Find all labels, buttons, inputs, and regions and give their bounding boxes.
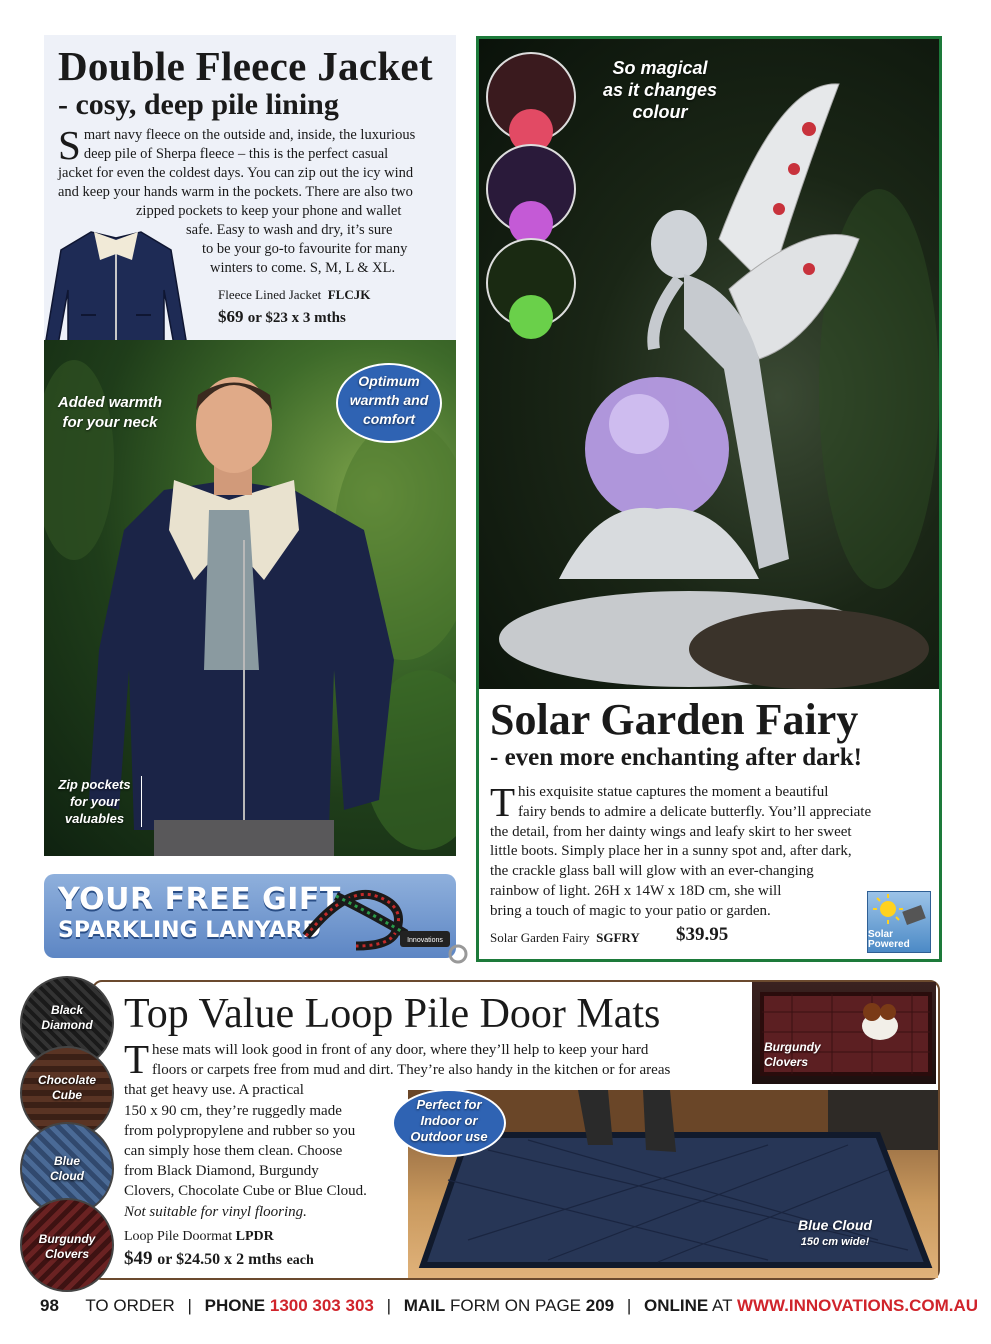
fleece-line: jacket for even the coldest days. You can zip out the icy wind xyxy=(58,165,414,181)
swatch-line: Burgundy xyxy=(38,1232,96,1246)
label-line: 150 cm wide! xyxy=(800,1236,870,1248)
fairy-sku: SGFRY xyxy=(596,930,640,945)
swatch-label-burgundy-clovers xyxy=(20,1232,114,1262)
swatch-label-black-diamond xyxy=(20,1003,114,1033)
callout-line: as it changes xyxy=(602,80,718,100)
lanyard-icon xyxy=(296,876,476,972)
callout-line: Added warmth xyxy=(57,394,163,411)
fairy-line: the detail, from her dainty wings and leafy skirt to her sweet xyxy=(490,823,852,840)
website-link[interactable]: WWW.INNOVATIONS.COM.AU xyxy=(736,1296,979,1315)
callout-line: Perfect for xyxy=(416,1097,482,1112)
phone-label: PHONE xyxy=(204,1296,266,1315)
fairy-description xyxy=(490,779,930,922)
mats-dropcap: T xyxy=(124,1036,150,1082)
callout-line: Indoor or xyxy=(420,1113,478,1128)
mats-product-code xyxy=(124,1229,274,1245)
swatch-line: Diamond xyxy=(41,1018,93,1032)
lanyard-brand: Innovations xyxy=(407,937,443,944)
mail-label: MAIL xyxy=(403,1296,446,1315)
phone-number[interactable]: 1300 303 303 xyxy=(269,1296,374,1315)
fairy-line: his exquisite statue captures the moment a beautiful xyxy=(518,784,829,800)
fleece-dropcap: S xyxy=(58,122,81,168)
fleece-product-name: Fleece Lined Jacket xyxy=(218,287,322,302)
fairy-line: the crackle glass ball will glow with an ever-changing xyxy=(490,863,814,880)
mats-line: hese mats will look good in front of any door, where they’ll help to keep your hard xyxy=(152,1042,649,1058)
order-footer: 98 TO ORDER | PHONE 1300 303 303 | MAIL FORM ON PAGE 209 | ONLINE AT WWW.INNOVATIONS.COM.AU xyxy=(40,1296,979,1315)
fleece-title: Double Fleece Jacket xyxy=(58,43,433,89)
mats-title: Top Value Loop Pile Door Mats xyxy=(124,991,661,1037)
fairy-line: fairy bends to admire a delicate butterfly. You’ll appreciate xyxy=(518,803,872,820)
fairy-line: little boots. Simply place her in a sunny spot and, after dark, xyxy=(490,843,852,860)
fleece-line: winters to come. S, M, L & XL. xyxy=(210,260,396,276)
mats-line: Clovers, Chocolate Cube or Blue Cloud. xyxy=(124,1183,367,1200)
mats-each: each xyxy=(286,1253,314,1268)
callout-line: colour xyxy=(632,102,688,122)
fairy-line: rainbow of light. 26H x 14W x 18D cm, she will xyxy=(490,882,782,899)
fleece-installments: or $23 x 3 mths xyxy=(247,310,346,326)
mats-price-value: $49 xyxy=(124,1248,153,1269)
fleece-line: and keep your hands warm in the pockets. There are also two xyxy=(58,184,413,200)
fairy-title: Solar Garden Fairy xyxy=(490,695,859,744)
online-label: ONLINE xyxy=(644,1296,709,1315)
label-line: Burgundy xyxy=(764,1040,821,1054)
fairy-statue-image xyxy=(479,39,939,689)
sun-icon xyxy=(868,892,930,926)
fleece-subtitle: - cosy, deep pile lining xyxy=(58,88,339,121)
page-number: 98 xyxy=(40,1296,59,1315)
callout-line: warmth and xyxy=(349,392,429,408)
swatch-line: Chocolate xyxy=(37,1073,96,1087)
callout-so-magical xyxy=(590,57,730,123)
blue-cloud-label xyxy=(780,1217,890,1251)
badge-line: Solar xyxy=(868,929,894,940)
mats-line: can simply hose them clean. Choose xyxy=(124,1143,343,1160)
fairy-subtitle: - even more enchanting after dark! xyxy=(490,744,862,771)
callout-line: for your neck xyxy=(62,414,158,431)
swatch-label-chocolate-cube xyxy=(20,1073,114,1103)
mats-product-name: Loop Pile Doormat xyxy=(124,1229,233,1244)
label-line: Blue Cloud xyxy=(798,1217,872,1233)
swatch-line: Clovers xyxy=(44,1247,90,1261)
fairy-product-code xyxy=(490,930,640,946)
to-order-label: TO ORDER xyxy=(85,1296,175,1315)
mats-line: from Black Diamond, Burgundy xyxy=(124,1163,319,1180)
solar-powered-label xyxy=(868,930,930,950)
swatch-line: Cloud xyxy=(50,1169,84,1183)
mats-line: 150 x 90 cm, they’re ruggedly made xyxy=(124,1102,342,1119)
burgundy-clovers-label xyxy=(764,1040,844,1070)
mail-page: 209 xyxy=(585,1296,615,1315)
callout-zip-pockets xyxy=(52,776,142,827)
swatch-line: Cube xyxy=(52,1088,82,1102)
fleece-price xyxy=(218,307,346,327)
mail-text: FORM ON PAGE xyxy=(450,1296,582,1315)
badge-line: Powered xyxy=(868,939,910,950)
mats-installments: or $24.50 x 2 mths xyxy=(157,1251,282,1268)
mats-price xyxy=(124,1248,314,1270)
callout-line: Optimum xyxy=(358,373,420,389)
online-at: AT xyxy=(712,1296,733,1315)
swatch-line: Black xyxy=(50,1003,84,1017)
fleece-price-value: $69 xyxy=(218,307,244,326)
callout-added-warmth xyxy=(50,393,170,433)
fleece-line: zipped pockets to keep your phone and wallet xyxy=(136,203,402,219)
mats-line: from polypropylene and rubber so you xyxy=(124,1122,356,1139)
callout-indoor-outdoor xyxy=(392,1097,506,1145)
free-gift-heading: YOUR FREE GIFT xyxy=(58,882,341,917)
fairy-price: $39.95 xyxy=(676,924,729,945)
swatch-label-blue-cloud xyxy=(20,1154,114,1184)
free-gift-item: SPARKLING LANYARD xyxy=(58,918,321,943)
callout-line: Outdoor use xyxy=(410,1129,488,1144)
fleece-line: mart navy fleece on the outside and, inside, the luxurious xyxy=(83,127,416,143)
callout-line: valuables xyxy=(64,811,125,826)
swatch-line: Blue xyxy=(53,1154,80,1168)
fairy-dropcap: T xyxy=(490,779,516,825)
callout-line: comfort xyxy=(362,411,416,427)
fleece-line: to be your go-to favourite for many xyxy=(202,241,408,257)
fleece-line: safe. Easy to wash and dry, it’s sure xyxy=(186,222,393,238)
fleece-line: deep pile of Sherpa fleece – this is the perfect casual xyxy=(83,146,389,162)
label-line: Clovers xyxy=(764,1055,809,1069)
callout-line: So magical xyxy=(612,58,708,78)
fleece-product-code xyxy=(218,287,370,303)
callout-optimum-warmth xyxy=(336,372,442,429)
mats-line: that get heavy use. A practical xyxy=(124,1082,304,1099)
mats-note: Not suitable for vinyl flooring. xyxy=(124,1203,307,1220)
fairy-line: bring a touch of magic to your patio or garden. xyxy=(490,902,771,919)
fleece-sku: FLCJK xyxy=(327,287,371,302)
mats-line: floors or carpets free from mud and dirt. They’re also handy in the kitchen or for areas xyxy=(152,1062,671,1079)
fairy-product-name: Solar Garden Fairy xyxy=(490,930,590,945)
callout-line: Zip pockets xyxy=(58,777,131,792)
mats-sku: LPDR xyxy=(235,1229,274,1244)
callout-line: for your xyxy=(69,794,120,809)
